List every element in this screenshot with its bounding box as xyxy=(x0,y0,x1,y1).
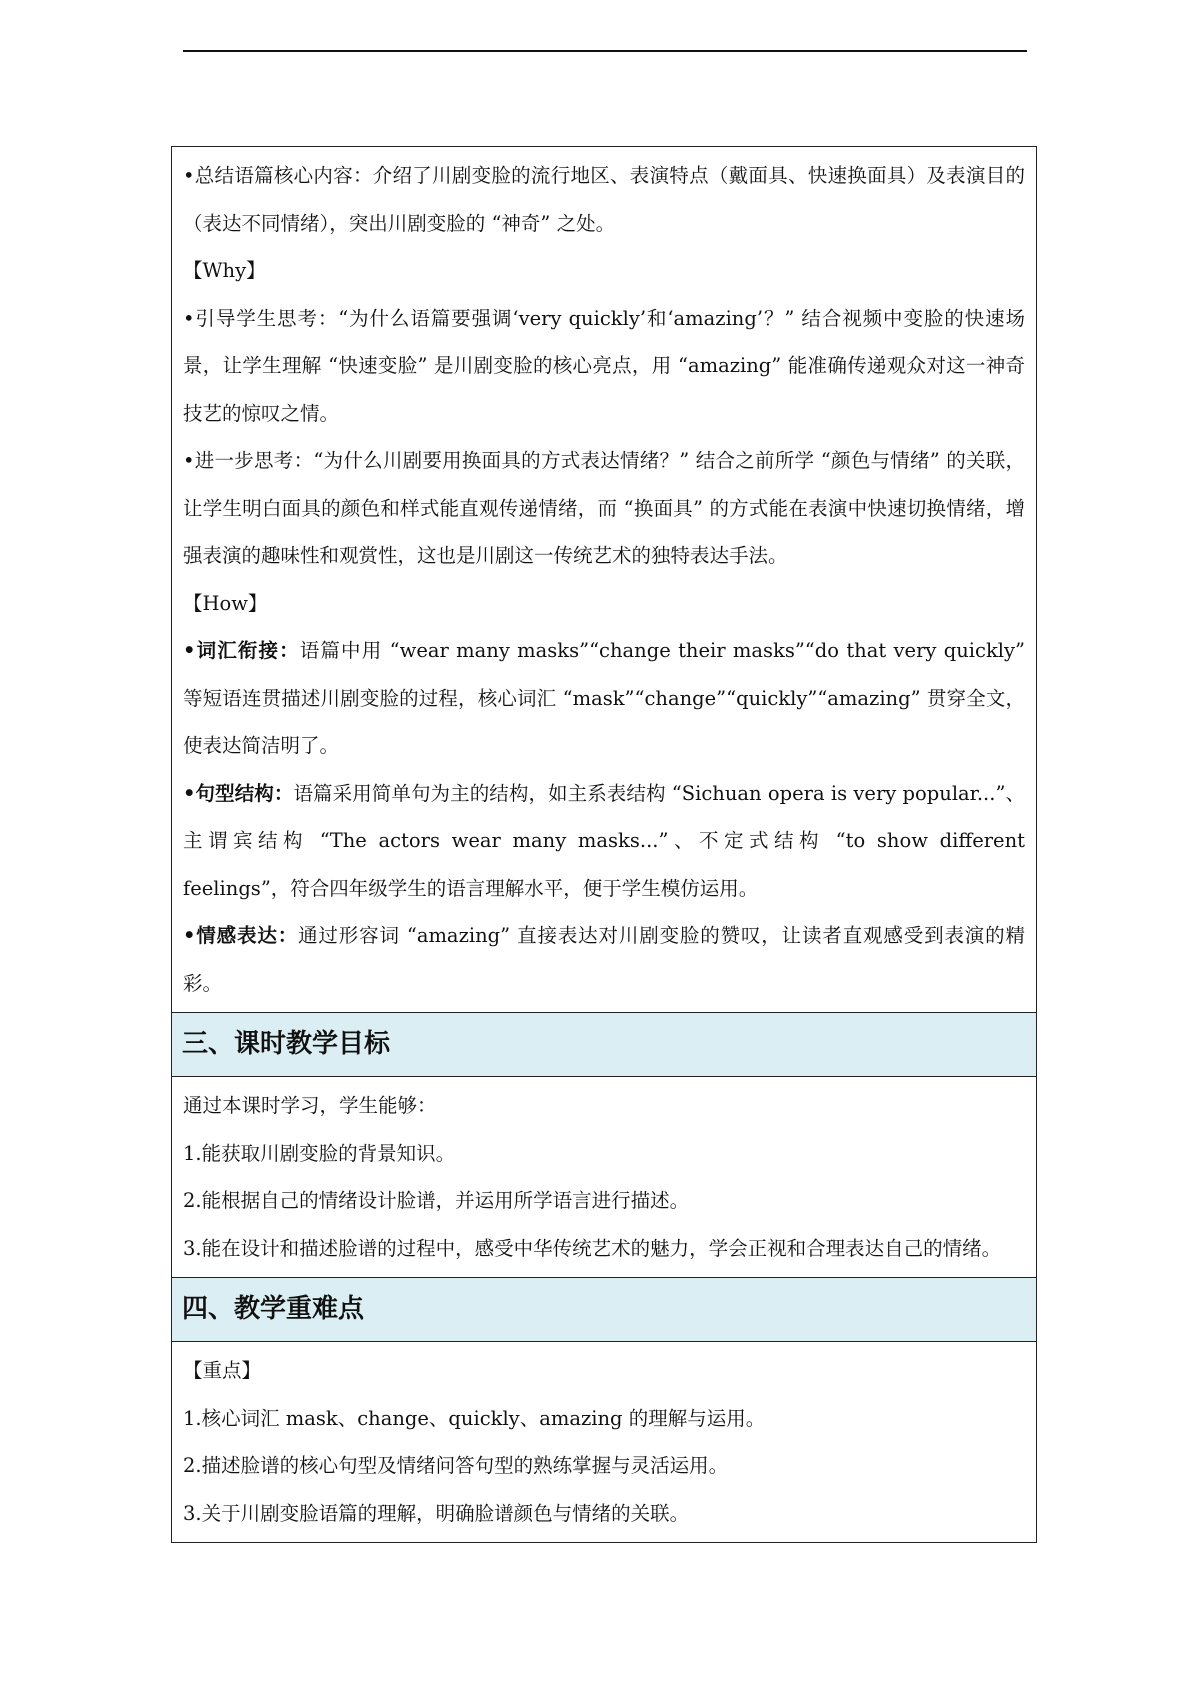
objective-item: 2.能根据自己的情绪设计脸谱，并运用所学语言进行描述。 xyxy=(183,1189,690,1212)
section2-body-cell xyxy=(172,147,1037,1013)
section3-body-row xyxy=(172,1077,1037,1278)
section4-header-row xyxy=(172,1278,1037,1342)
why-paragraph-1: •引导学生思考：“为什么语篇要强调‘very quickly’和‘amazing’？” 结合视频中变脸的快速场景，让学生理解 “快速变脸” 是川剧变脸的核心亮点，用 “amazing” 能准确传递观众对这一神奇技艺的惊叹之情。 xyxy=(183,306,1025,425)
objective-item: 1.能获取川剧变脸的背景知识。 xyxy=(183,1141,456,1165)
section2-body-row xyxy=(172,147,1037,1013)
key-point-item: 2.描述脸谱的核心句型及情绪问答句型的熟练掌握与灵活运用。 xyxy=(183,1454,729,1477)
section4-title: 四、教学重难点 xyxy=(182,1294,365,1324)
key-point-item: 3.关于川剧变脸语篇的理解，明确脸谱颜色与情绪的关联。 xyxy=(183,1501,690,1525)
key-point-item: 1.核心词汇 mask、change、quickly、amazing 的理解与运用。 xyxy=(183,1406,766,1430)
summary-paragraph: •总结语篇核心内容：介绍了川剧变脸的流行地区、表演特点（戴面具、快速换面具）及表演目的（表达不同情绪），突出川剧变脸的 “神奇” 之处。 xyxy=(183,164,1025,235)
objectives-intro: 通过本课时学习，学生能够： xyxy=(183,1094,437,1117)
how-emotion-paragraph xyxy=(183,912,1025,1007)
how-vocab-paragraph xyxy=(183,627,1025,770)
section4-body-cell xyxy=(172,1342,1037,1543)
how-tag: 【How】 xyxy=(183,591,268,615)
how-vocab-text: 语篇中用 “wear many masks”“change their masks”“do that very quickly” 等短语连贯描述川剧变脸的过程，核心词汇 “mask”“change”“quickly”“amazing” 贯穿全文，使表达简洁明了。 xyxy=(183,639,1025,757)
section3-header-row xyxy=(172,1013,1037,1077)
how-sentence-paragraph xyxy=(183,770,1025,913)
header-rule xyxy=(183,50,1027,52)
how-emotion-label: •情感表达： xyxy=(183,924,299,947)
section3-header-cell xyxy=(172,1013,1037,1077)
section4-body-row xyxy=(172,1342,1037,1543)
section3-body-cell xyxy=(172,1077,1037,1278)
how-emotion-text: 通过形容词 “amazing” 直接表达对川剧变脸的赞叹，让读者直观感受到表演的精彩。 xyxy=(183,924,1025,995)
how-vocab-label: •词汇衔接： xyxy=(183,639,300,662)
how-sentence-text: 语篇采用简单句为主的结构，如主系表结构 “Sichuan opera is very popular...”、主谓宾结构 “The actors wear many masks...”、不定式结构 “to show different feelings”，符合四年级学生的语言理解水平，便于学生模仿运用。 xyxy=(183,781,1026,900)
lesson-plan-table xyxy=(171,146,1037,1543)
why-paragraph-2: •进一步思考：“为什么川剧要用换面具的方式表达情绪？” 结合之前所学 “颜色与情绪” 的关联，让学生明白面具的颜色和样式能直观传递情绪，而 “换面具” 的方式能在表演中快速切换情绪，增强表演的趣味性和观赏性，这也是川剧这一传统艺术的独特表达手法。 xyxy=(183,449,1025,567)
section4-header-cell xyxy=(172,1278,1037,1342)
section3-title: 三、课时教学目标 xyxy=(182,1029,391,1059)
objective-item: 3.能在设计和描述脸谱的过程中，感受中华传统艺术的魅力，学会正视和合理表达自己的情绪。 xyxy=(183,1236,1002,1260)
how-sentence-label: •句型结构： xyxy=(183,781,294,805)
key-points-tag: 【重点】 xyxy=(183,1359,262,1382)
why-tag: 【Why】 xyxy=(183,259,266,282)
